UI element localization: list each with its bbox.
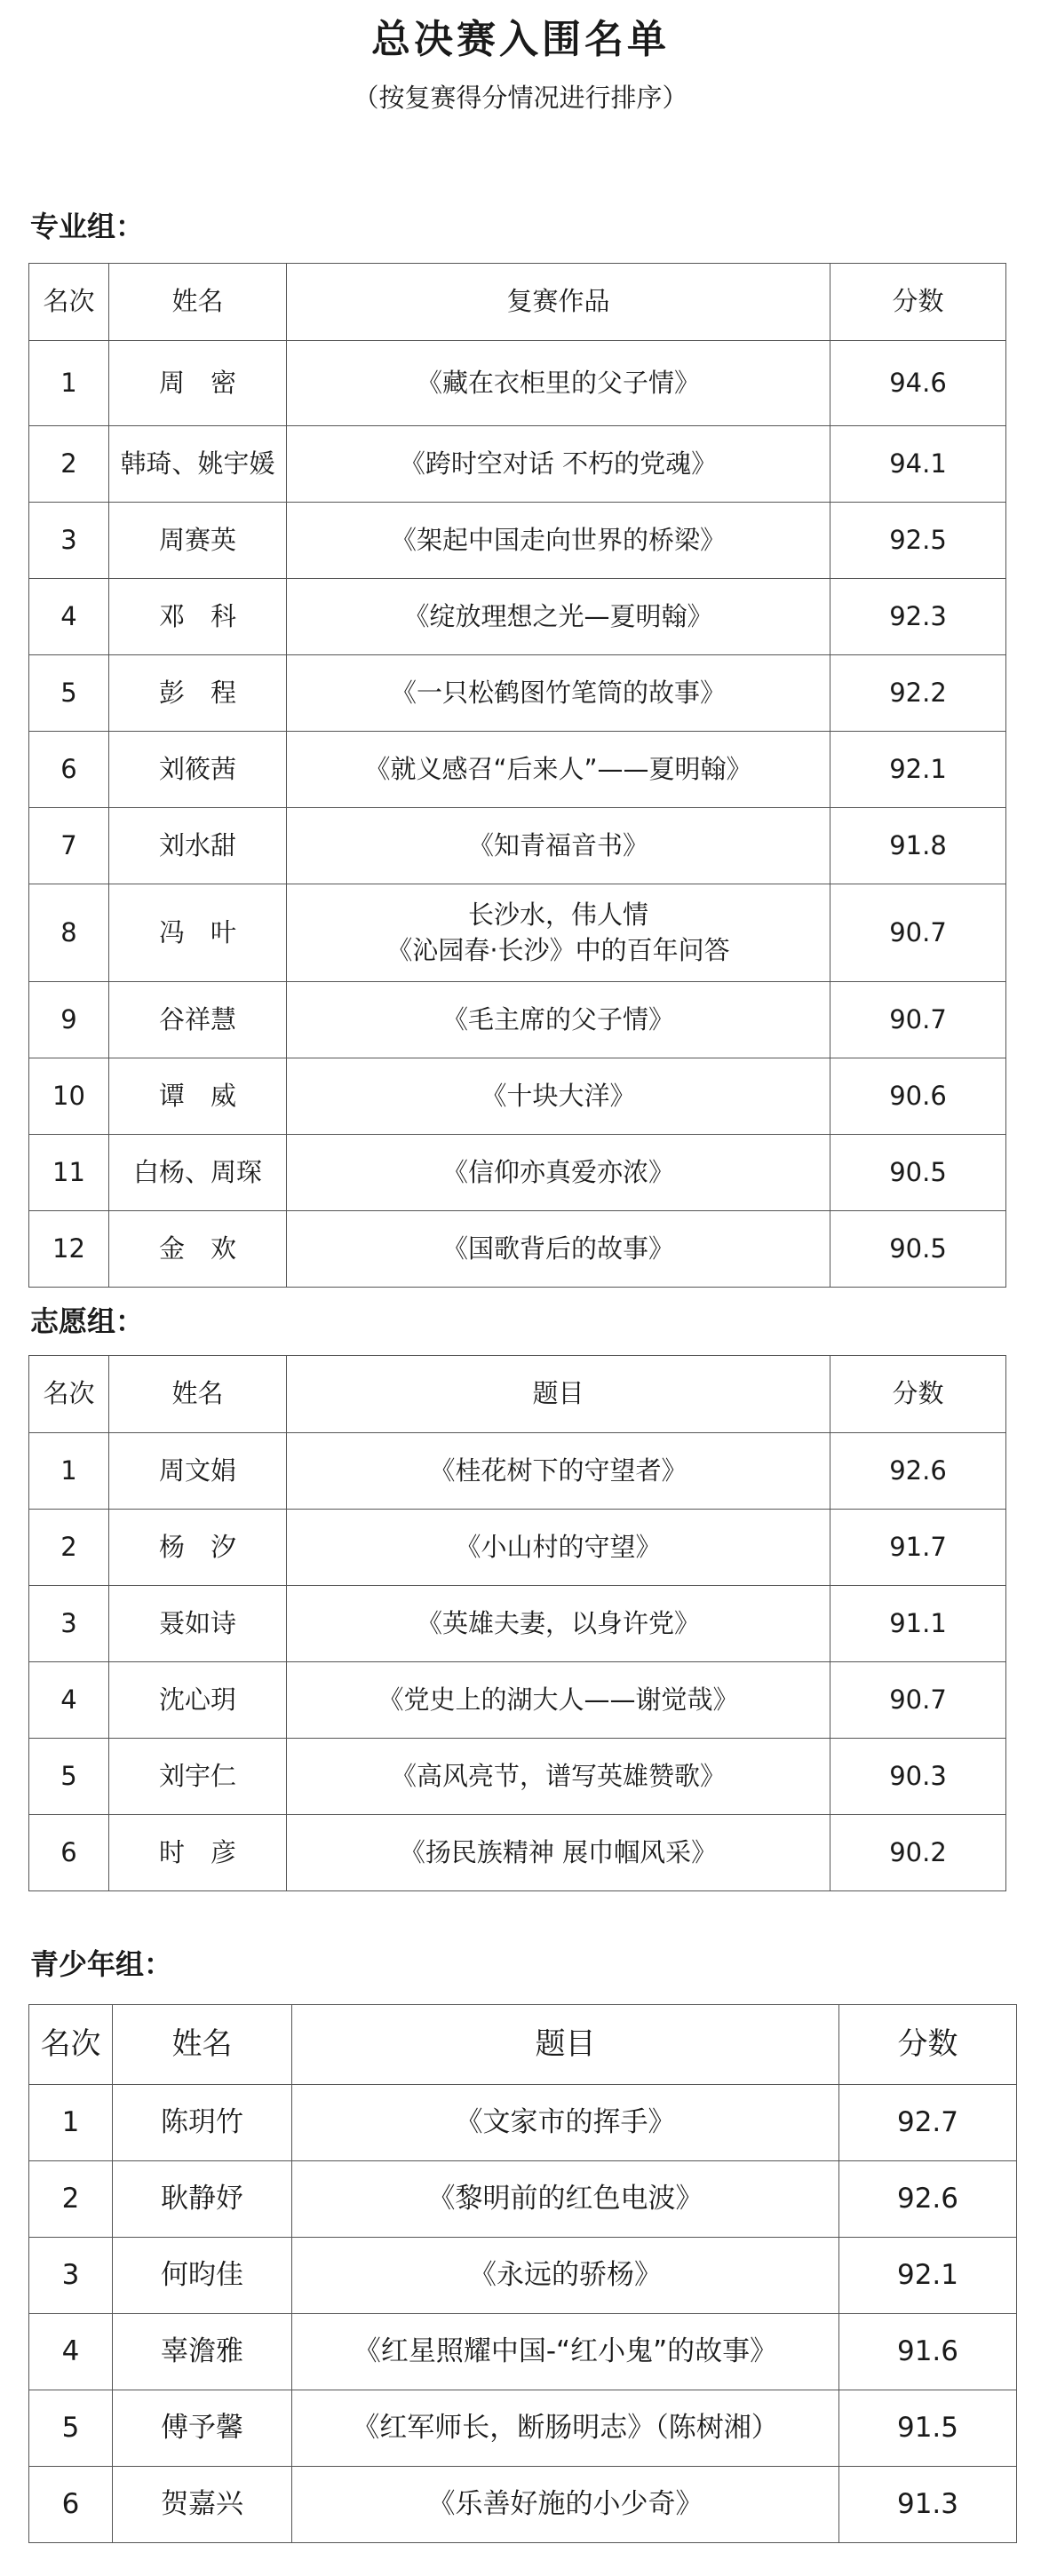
rank-cell: 12 <box>29 1211 109 1288</box>
work-cell: 《永远的骄杨》 <box>292 2238 839 2314</box>
score-cell: 90.7 <box>830 1662 1006 1739</box>
page-subtitle: （按复赛得分情况进行排序） <box>353 83 688 113</box>
work-line: 《沁园春·长沙》中的百年问答 <box>386 934 730 965</box>
rank-cell: 1 <box>29 341 109 426</box>
name-cell: 杨 汐 <box>109 1510 287 1586</box>
header-work: 题目 <box>287 1356 830 1433</box>
score-cell: 91.6 <box>839 2314 1017 2390</box>
score-cell: 92.1 <box>830 732 1006 808</box>
name-cell: 刘筱茜 <box>109 732 287 808</box>
table-row <box>29 2085 1017 2161</box>
rank-cell: 3 <box>29 2238 113 2314</box>
name-cell: 何昀佳 <box>113 2238 292 2314</box>
score-cell: 91.8 <box>830 808 1006 884</box>
work-cell: 《知青福音书》 <box>287 808 830 884</box>
name-cell: 辜澹雅 <box>113 2314 292 2390</box>
score-cell: 92.6 <box>830 1433 1006 1510</box>
table-row <box>29 1211 1006 1288</box>
score-cell: 91.1 <box>830 1586 1006 1662</box>
work-cell: 《红星照耀中国-“红小鬼”的故事》 <box>292 2314 839 2390</box>
work-cell: 《国歌背后的故事》 <box>287 1211 830 1288</box>
work-cell: 《扬民族精神 展巾帼风采》 <box>287 1815 830 1891</box>
table-row <box>29 1662 1006 1739</box>
youth-group-heading: 青少年组： <box>30 1947 173 1981</box>
rank-cell: 2 <box>29 426 109 503</box>
rank-cell: 2 <box>29 1510 109 1586</box>
name-cell: 周赛英 <box>109 503 287 579</box>
work-cell: 《跨时空对话 不朽的党魂》 <box>287 426 830 503</box>
professional-group-table <box>28 263 1006 1288</box>
rank-cell: 6 <box>29 732 109 808</box>
work-line: 长沙水，伟人情 <box>467 900 648 931</box>
table-row <box>29 503 1006 579</box>
name-cell: 时 彦 <box>109 1815 287 1891</box>
rank-cell: 4 <box>29 2314 113 2390</box>
rank-cell: 5 <box>29 1739 109 1815</box>
header-score: 分数 <box>830 1356 1006 1433</box>
name-cell: 聂如诗 <box>109 1586 287 1662</box>
rank-cell: 3 <box>29 503 109 579</box>
score-cell: 91.7 <box>830 1510 1006 1586</box>
name-cell: 邓 科 <box>109 579 287 655</box>
name-cell: 周文娟 <box>109 1433 287 1510</box>
score-cell: 90.7 <box>830 884 1006 982</box>
header-name: 姓名 <box>109 264 287 341</box>
name-cell: 金 欢 <box>109 1211 287 1288</box>
work-cell: 《党史上的湖大人——谢觉哉》 <box>287 1662 830 1739</box>
work-cell: 《十块大洋》 <box>287 1058 830 1135</box>
name-cell: 谭 威 <box>109 1058 287 1135</box>
rank-cell: 2 <box>29 2161 113 2238</box>
name-cell: 白杨、周琛 <box>109 1135 287 1211</box>
work-cell: 《藏在衣柜里的父子情》 <box>287 341 830 426</box>
work-cell: 《黎明前的红色电波》 <box>292 2161 839 2238</box>
score-cell: 90.3 <box>830 1739 1006 1815</box>
name-cell: 傅予馨 <box>113 2390 292 2467</box>
header-rank: 名次 <box>29 264 109 341</box>
table-row <box>29 2314 1017 2390</box>
name-cell: 彭 程 <box>109 655 287 732</box>
rank-cell: 4 <box>29 579 109 655</box>
table-row <box>29 1433 1006 1510</box>
table-row <box>29 1510 1006 1586</box>
table-row <box>29 426 1006 503</box>
name-cell: 陈玥竹 <box>113 2085 292 2161</box>
score-cell: 92.2 <box>830 655 1006 732</box>
score-cell: 92.7 <box>839 2085 1017 2161</box>
work-cell: 《一只松鹤图竹笔筒的故事》 <box>287 655 830 732</box>
name-cell: 耿静妤 <box>113 2161 292 2238</box>
header-rank: 名次 <box>29 2005 113 2085</box>
score-cell: 90.6 <box>830 1058 1006 1135</box>
table-row <box>29 732 1006 808</box>
score-cell: 92.5 <box>830 503 1006 579</box>
table-row <box>29 1135 1006 1211</box>
name-cell: 贺嘉兴 <box>113 2467 292 2543</box>
table-row <box>29 2161 1017 2238</box>
name-cell: 谷祥慧 <box>109 982 287 1058</box>
rank-cell: 5 <box>29 655 109 732</box>
rank-cell: 8 <box>29 884 109 982</box>
score-cell: 91.5 <box>839 2390 1017 2467</box>
table-row <box>29 1815 1006 1891</box>
header-work: 复赛作品 <box>287 264 830 341</box>
volunteer-group-table <box>28 1355 1006 1891</box>
score-cell: 94.1 <box>830 426 1006 503</box>
table-row <box>29 579 1006 655</box>
work-cell: 《高风亮节，谱写英雄赞歌》 <box>287 1739 830 1815</box>
rank-cell: 1 <box>29 2085 113 2161</box>
youth-group-table <box>28 2004 1017 2543</box>
score-cell: 90.7 <box>830 982 1006 1058</box>
table-row <box>29 2238 1017 2314</box>
work-cell: 《小山村的守望》 <box>287 1510 830 1586</box>
header-score: 分数 <box>839 2005 1017 2085</box>
table-row <box>29 1739 1006 1815</box>
score-cell: 92.3 <box>830 579 1006 655</box>
header-name: 姓名 <box>113 2005 292 2085</box>
rank-cell: 6 <box>29 1815 109 1891</box>
header-score: 分数 <box>830 264 1006 341</box>
rank-cell: 6 <box>29 2467 113 2543</box>
rank-cell: 5 <box>29 2390 113 2467</box>
rank-cell: 4 <box>29 1662 109 1739</box>
work-cell: 《桂花树下的守望者》 <box>287 1433 830 1510</box>
name-cell: 周 密 <box>109 341 287 426</box>
work-cell: 《信仰亦真爱亦浓》 <box>287 1135 830 1211</box>
work-cell: 《红军师长，断肠明志》（陈树湘） <box>292 2390 839 2467</box>
work-cell: 《绽放理想之光—夏明翰》 <box>287 579 830 655</box>
table-row <box>29 2390 1017 2467</box>
header-rank: 名次 <box>29 1356 109 1433</box>
name-cell: 刘水甜 <box>109 808 287 884</box>
work-cell: 《就义感召“后来人”——夏明翰》 <box>287 732 830 808</box>
work-cell: 《英雄夫妻，以身许党》 <box>287 1586 830 1662</box>
rank-cell: 1 <box>29 1433 109 1510</box>
work-cell: 《文家市的挥手》 <box>292 2085 839 2161</box>
name-cell: 韩琦、姚宇媛 <box>109 426 287 503</box>
work-cell: 《架起中国走向世界的桥梁》 <box>287 503 830 579</box>
score-cell: 94.6 <box>830 341 1006 426</box>
name-cell: 沈心玥 <box>109 1662 287 1739</box>
rank-cell: 7 <box>29 808 109 884</box>
score-cell: 90.2 <box>830 1815 1006 1891</box>
table-row <box>29 2467 1017 2543</box>
table-row <box>29 884 1006 982</box>
header-name: 姓名 <box>109 1356 287 1433</box>
table-row <box>29 1058 1006 1135</box>
professional-group-heading: 专业组： <box>30 210 145 243</box>
volunteer-group-heading: 志愿组： <box>30 1304 145 1338</box>
table-row <box>29 655 1006 732</box>
score-cell: 92.1 <box>839 2238 1017 2314</box>
score-cell: 91.3 <box>839 2467 1017 2543</box>
work-cell: 《乐善好施的小少奇》 <box>292 2467 839 2543</box>
name-cell: 刘宇仁 <box>109 1739 287 1815</box>
rank-cell: 11 <box>29 1135 109 1211</box>
rank-cell: 3 <box>29 1586 109 1662</box>
score-cell: 90.5 <box>830 1211 1006 1288</box>
table-row <box>29 1586 1006 1662</box>
rank-cell: 9 <box>29 982 109 1058</box>
rank-cell: 10 <box>29 1058 109 1135</box>
score-cell: 90.5 <box>830 1135 1006 1211</box>
page-title: 总决赛入围名单 <box>371 17 670 62</box>
table-row <box>29 808 1006 884</box>
table-row <box>29 982 1006 1058</box>
score-cell: 92.6 <box>839 2161 1017 2238</box>
table-row <box>29 341 1006 426</box>
work-cell <box>287 884 830 982</box>
work-cell: 《毛主席的父子情》 <box>287 982 830 1058</box>
name-cell: 冯 叶 <box>109 884 287 982</box>
header-work: 题目 <box>292 2005 839 2085</box>
